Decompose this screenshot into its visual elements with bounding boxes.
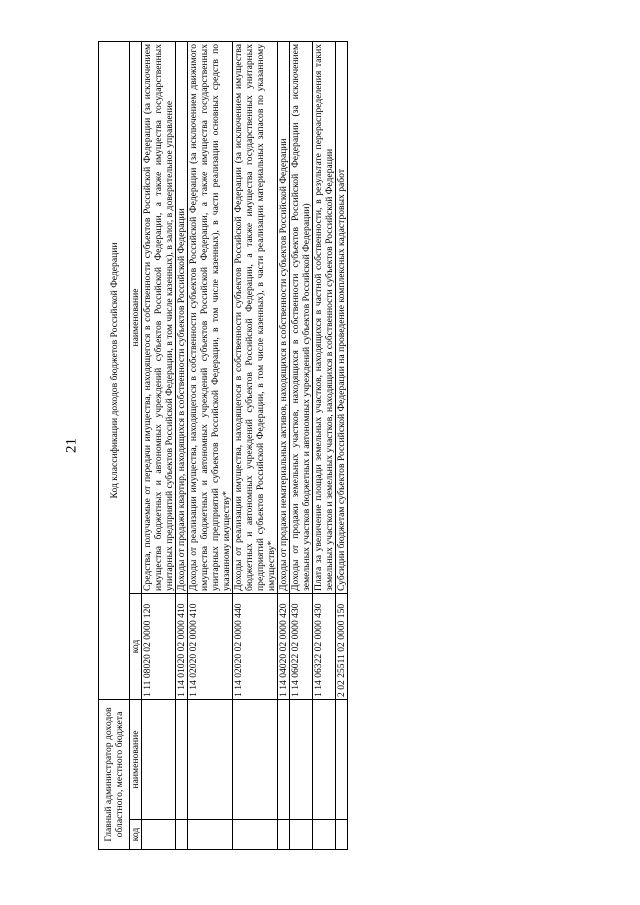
table-row	[233, 41, 278, 849]
admin-code-cell	[233, 820, 278, 850]
admin-name-cell	[142, 699, 176, 819]
name-cell: Доходы от продажи квартир, находящихся в собственности субъектов Российской Федерации	[176, 41, 188, 593]
rotated-table-container	[98, 42, 556, 850]
admin-code-cell	[142, 820, 176, 850]
code-cell: 1 14 02020 02 0000 410	[188, 593, 233, 699]
admin-code-cell	[278, 820, 290, 850]
table-row	[278, 41, 290, 849]
admin-name-cell	[313, 699, 336, 819]
code-cell: 1 14 02020 02 0000 440	[233, 593, 278, 699]
name-cell: Доходы от продажи нематериальных активов, находящихся в собственности субъектов Российской Федерации	[278, 41, 290, 593]
admin-code-cell	[313, 820, 336, 850]
table-row	[188, 41, 233, 849]
code-cell: 1 14 06022 02 0000 430	[290, 593, 313, 699]
name-cell: Субсидии бюджетам субъектов Российской Федерации на проведение комплексных кадастровых работ	[336, 41, 348, 593]
admin-code-cell	[176, 820, 188, 850]
admin-name-cell	[188, 699, 233, 819]
name-cell: Доходы от реализации имущества, находящегося в собственности субъектов Российской Федерации (за исключением имущества бюджетных и автономных учреждений субъектов Российской Федерации, а также имущества государственных унитарных предприятий субъектов Российской Федерации, в том числе казенных), в части реализации материальных запасов по указанному имуществу*	[233, 41, 278, 593]
admin-name-cell	[290, 699, 313, 819]
admin-group-header: Главный администратор доходов областного, местного бюджета	[99, 699, 130, 849]
admin-code-header: код	[130, 820, 142, 850]
code-cell: 1 11 08020 02 0000 120	[142, 593, 176, 699]
table-row	[142, 41, 176, 849]
admin-name-header: наименование	[130, 699, 142, 819]
code-header: код	[130, 593, 142, 699]
admin-name-cell	[278, 699, 290, 819]
classification-group-header: Код классификации доходов бюджетов Российской Федерации	[99, 41, 130, 699]
name-cell: Доходы от продажи земельных участков, находящихся в собственности субъектов Российской Федерации (за исключением земельных участков бюджетных и автономных учреждений субъектов Российской Федерации)	[290, 41, 313, 593]
code-cell: 1 14 01020 02 0000 410	[176, 593, 188, 699]
admin-code-cell	[290, 820, 313, 850]
admin-code-cell	[336, 820, 348, 850]
name-cell: Плата за увеличение площади земельных участков, находящихся в частной собственности, в результате перераспределения таких земельных участков и земельных участков, находящихся в собственности субъектов Российской Федерации	[313, 41, 336, 593]
table-row	[176, 41, 188, 849]
admin-name-cell	[176, 699, 188, 819]
code-cell: 2 02 25511 02 0000 150	[336, 593, 348, 699]
page-number: 21	[63, 438, 80, 453]
table-row	[290, 41, 313, 849]
admin-name-cell	[336, 699, 348, 819]
code-cell: 1 14 06322 02 0000 430	[313, 593, 336, 699]
code-cell: 1 14 04020 02 0000 420	[278, 593, 290, 699]
admin-name-cell	[233, 699, 278, 819]
name-header: наименование	[130, 41, 142, 593]
table-header-row	[99, 41, 130, 849]
table-row	[313, 41, 336, 849]
name-cell: Доходы от реализации имущества, находящегося в собственности субъектов Российской Федерации (за исключением движимого имущества бюджетных и автономных учреждений субъектов Российской Федерации, а также имущества государственных унитарных предприятий субъектов Российской Федерации, в том числе казенных), в части реализации основных средств по указанному имуществу*	[188, 41, 233, 593]
table-subheader-row	[130, 41, 142, 849]
income-classification-table	[98, 41, 348, 850]
table-row	[336, 41, 348, 849]
admin-code-cell	[188, 820, 233, 850]
name-cell: Средства, получаемые от передачи имущества, находящегося в собственности субъектов Российской Федерации (за исключением имущества бюджетных и автономных учреждений субъектов Российской Федерации, а также имущества государственных унитарных предприятий субъектов Российской Федерации, в том числе казенных), в залог, в доверительное управление	[142, 41, 176, 593]
